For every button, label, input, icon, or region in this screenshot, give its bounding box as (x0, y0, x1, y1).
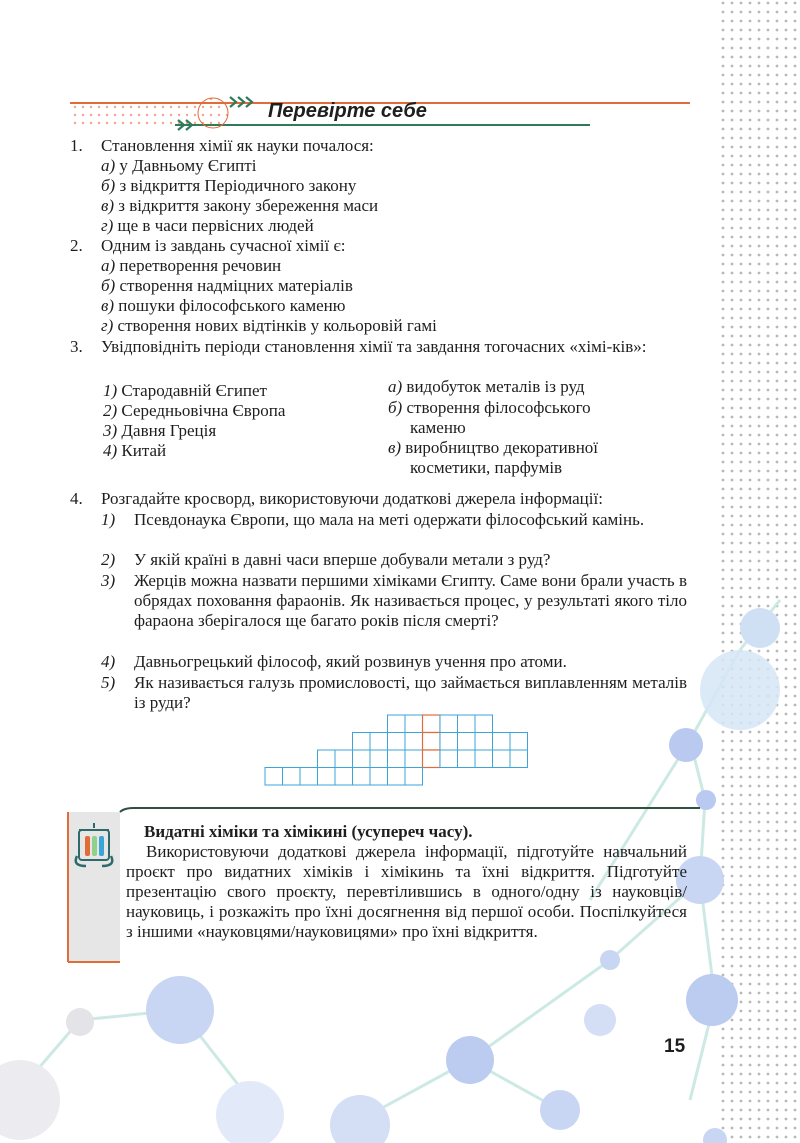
item-text: видобуток металів із руд (402, 377, 585, 396)
option-text: з відкриття Періодичного закону (115, 176, 357, 195)
item-letter: б) (388, 398, 403, 417)
option-letter: в) (101, 196, 115, 215)
crossword-cell (318, 750, 336, 768)
section-title: Перевірте себе (268, 100, 427, 122)
question-number: 1. (70, 136, 83, 155)
item-text: виробництво декоративної косметики, парфумів (401, 438, 599, 477)
crossword-grid (260, 710, 550, 802)
crossword-key-cell (423, 715, 441, 733)
test-tubes-icon (74, 820, 114, 870)
clue-number: 4) (101, 652, 116, 671)
item-letter: 2) (103, 401, 118, 420)
crossword-cell (335, 750, 353, 768)
item-text: Китай (117, 441, 167, 460)
crossword-cell (370, 768, 388, 786)
crossword-cell (388, 750, 406, 768)
period-item (103, 441, 166, 461)
crossword-cell (265, 768, 283, 786)
crossword-cell (458, 715, 476, 733)
option-text: створення нових відтінків у кольоровій гамі (113, 316, 437, 335)
option-item (101, 176, 356, 196)
option-text: створення надміцних матеріалів (115, 276, 353, 295)
clue-text: Як називається галузь промисловості, що займається виплавленням металів із руди? (134, 673, 687, 712)
period-item (103, 401, 285, 421)
clue-text: У якій країні в давні часи вперше добували метали з руд? (134, 550, 551, 569)
period-item (103, 421, 216, 441)
crossword-cell (318, 768, 336, 786)
clue-number: 5) (101, 673, 116, 692)
option-item (101, 276, 353, 296)
crossword-cell (475, 750, 493, 768)
option-item (101, 296, 345, 316)
clue-number: 2) (101, 550, 116, 569)
option-letter: а) (101, 256, 116, 275)
project-title: Видатні хіміки та хімікині (усупереч часу). (144, 822, 473, 841)
item-letter: а) (388, 377, 403, 396)
crossword-cell (493, 750, 511, 768)
crossword-cell (283, 768, 301, 786)
option-item (101, 196, 378, 216)
crossword-cell (510, 750, 528, 768)
crossword-cell (405, 733, 423, 751)
crossword-cell (405, 715, 423, 733)
option-text: перетворення речовин (115, 256, 282, 275)
crossword-key-cell (423, 733, 441, 751)
item-letter: 4) (103, 441, 118, 460)
option-text: у Давньому Єгипті (115, 156, 257, 175)
question-number: 3. (70, 337, 83, 356)
option-letter: в) (101, 296, 115, 315)
crossword-cell (510, 733, 528, 751)
item-letter: 3) (103, 421, 118, 440)
task-item (388, 377, 648, 397)
period-item (103, 381, 267, 401)
page-number: 15 (664, 1036, 686, 1057)
item-letter: в) (388, 438, 402, 457)
item-text: Середньовічна Європа (117, 401, 286, 420)
crossword-cell (335, 768, 353, 786)
option-letter: г) (101, 216, 114, 235)
crossword-cell (440, 750, 458, 768)
clue-text: Псевдонаука Європи, що мала на меті одержати філософський камінь. (134, 510, 645, 529)
crossword-cell (405, 768, 423, 786)
question-text: Одним із завдань сучасної хімії є: (101, 236, 346, 255)
item-text: Давня Греція (117, 421, 217, 440)
task-item (388, 398, 648, 438)
crossword-cell (353, 768, 371, 786)
question-number: 4. (70, 489, 83, 508)
question-text: Становлення хімії як науки почалося: (101, 136, 374, 155)
crossword-cell (475, 733, 493, 751)
option-item (101, 216, 314, 236)
item-text: створення філософського каменю (402, 398, 591, 437)
crossword-key-cell (423, 750, 441, 768)
crossword-cell (388, 733, 406, 751)
question-text: Розгадайте кросворд, використовуючи додаткові джерела інформації: (101, 489, 603, 508)
crossword-cell (475, 715, 493, 733)
option-item (101, 316, 437, 336)
crossword-cell (370, 733, 388, 751)
option-letter: г) (101, 316, 114, 335)
clue-text: Давньогрецький філософ, який розвинув учення про атоми. (134, 652, 567, 671)
option-text: з відкриття закону збереження маси (114, 196, 379, 215)
clue-number: 3) (101, 571, 116, 590)
dotted-band (716, 0, 800, 1143)
option-text: пошуки філософського каменю (114, 296, 346, 315)
project-text: Використовуючи додаткові джерела інформації, підготуйте навчальний проєкт про видатних хіміків і хімікинь та їхні відкриття. Підготуйте презентацію свого проєкту, перевтілившись в одного/одну із науковців/науковиць, і розкажіть про їхні досягнення від першої особи. Поспілкуйтеся з іншими «науковцями/науковицями» про їхні відкриття. (126, 842, 687, 941)
question-number: 2. (70, 236, 83, 255)
option-item (101, 156, 256, 176)
crossword-cell (388, 715, 406, 733)
crossword-cell (458, 733, 476, 751)
crossword-cell (388, 768, 406, 786)
option-text: ще в часи первісних людей (113, 216, 314, 235)
crossword-cell (493, 733, 511, 751)
option-letter: а) (101, 156, 116, 175)
crossword-cell (300, 768, 318, 786)
question-text: Увідповідніть періоди становлення хімії та завдання тогочасних «хімі-ків»: (101, 337, 647, 356)
crossword-cell (353, 750, 371, 768)
crossword-cell (440, 733, 458, 751)
item-text: Стародавній Єгипет (117, 381, 267, 400)
crossword-cell (440, 715, 458, 733)
clue-text: Жерців можна назвати першими хіміками Єгипту. Саме вони брали участь в обрядах поховання фараонів. Як називається процес, у результаті якого тіло фараона зберігалося ще багато років після смерті? (134, 571, 687, 630)
option-item (101, 256, 281, 276)
crossword-cell (370, 750, 388, 768)
crossword-cell (353, 733, 371, 751)
crossword-cell (458, 750, 476, 768)
item-letter: 1) (103, 381, 118, 400)
crossword-cell (405, 750, 423, 768)
option-letter: б) (101, 176, 116, 195)
option-letter: б) (101, 276, 116, 295)
clue-number: 1) (101, 510, 116, 529)
task-item (388, 438, 648, 478)
